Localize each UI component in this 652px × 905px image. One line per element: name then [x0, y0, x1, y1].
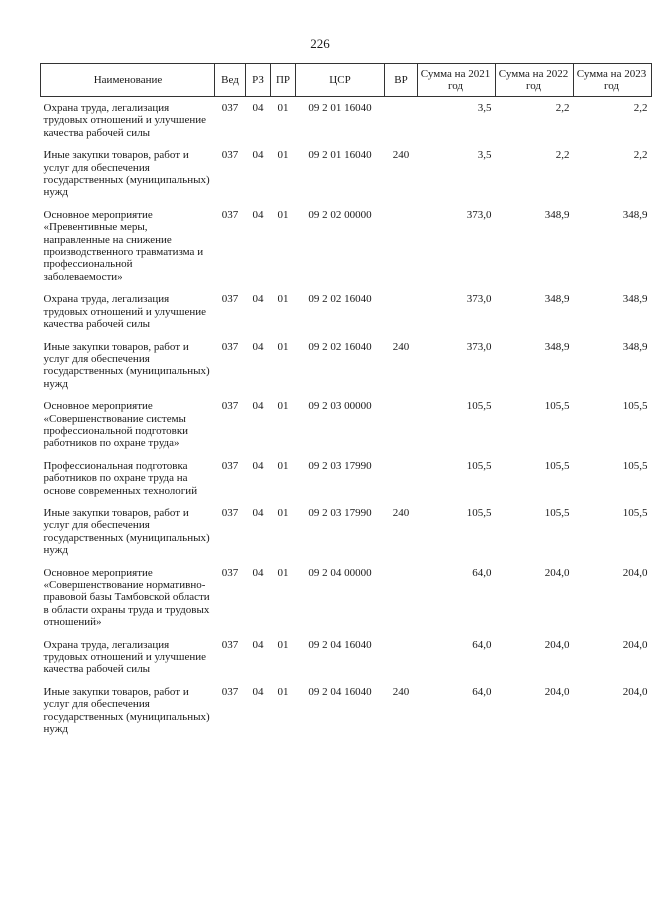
- cell-csr: 09 2 03 17990: [308, 506, 372, 519]
- cell-sum-2023: 105,5: [622, 459, 648, 472]
- cell-sum-2022: 348,9: [544, 293, 570, 306]
- cell-pr: 01: [277, 102, 289, 114]
- cell-csr: 09 2 04 00000: [308, 566, 372, 579]
- table-row: [41, 336, 652, 396]
- table-row: [41, 395, 652, 455]
- cell-csr: 09 2 03 17990: [308, 459, 372, 472]
- table-row: [41, 502, 652, 562]
- cell-sum-2023: 348,9: [622, 293, 648, 306]
- cell-sum-2023: 204,0: [622, 638, 648, 651]
- cell-sum-2023: 105,5: [622, 506, 648, 519]
- cell-sum-2021: 373,0: [466, 293, 492, 306]
- cell-csr: 09 2 04 16040: [308, 685, 372, 698]
- cell-vr: [385, 634, 418, 681]
- cell-name: Основное мероприятие «Превентивные меры, направленные на снижение производственного травматизма и профессиональной заболеваемости»: [43, 208, 204, 283]
- cell-ved: 037: [221, 566, 239, 579]
- cell-sum-2022: 105,5: [544, 400, 570, 413]
- header-sum-2021: Сумма на 2021 год: [418, 64, 496, 97]
- cell-csr: 09 2 01 16040: [308, 102, 372, 114]
- cell-vr: [385, 455, 418, 502]
- cell-vr: [385, 395, 418, 455]
- cell-ved: 037: [221, 340, 239, 353]
- cell-sum-2023: 348,9: [622, 340, 648, 353]
- cell-rz: 04: [252, 102, 264, 114]
- header-sum-2023: Сумма на 2023 год: [574, 64, 652, 97]
- header-name: Наименование: [41, 64, 215, 97]
- cell-pr: 01: [277, 149, 289, 162]
- cell-sum-2023: 348,9: [622, 208, 648, 221]
- cell-pr: 01: [277, 506, 289, 519]
- cell-csr: 09 2 03 00000: [308, 400, 372, 413]
- cell-rz: 04: [252, 685, 264, 698]
- cell-rz: 04: [252, 400, 264, 413]
- cell-sum-2021: 373,0: [466, 208, 492, 221]
- cell-rz: 04: [252, 293, 264, 306]
- cell-sum-2022: 204,0: [544, 685, 570, 698]
- cell-name: Профессиональная подготовка работников по охране труда на основе современных технологий: [43, 459, 198, 497]
- cell-rz: 04: [252, 638, 264, 651]
- cell-sum-2021: 64,0: [472, 566, 492, 579]
- cell-name: Иные закупки товаров, работ и услуг для обеспечения государственных (муниципальных) нужд: [43, 506, 210, 557]
- cell-vr: [385, 562, 418, 634]
- table-row: [41, 144, 652, 204]
- cell-csr: 09 2 02 16040: [308, 340, 372, 353]
- cell-csr: 09 2 02 16040: [308, 293, 372, 306]
- cell-sum-2021: 3,5: [477, 149, 492, 162]
- header-pr: ПР: [271, 64, 296, 97]
- header-rz: РЗ: [246, 64, 271, 97]
- cell-pr: 01: [277, 685, 289, 698]
- cell-name: Охрана труда, легализация трудовых отношений и улучшение качества рабочей силы: [43, 102, 207, 139]
- cell-sum-2022: 204,0: [544, 566, 570, 579]
- cell-rz: 04: [252, 149, 264, 162]
- cell-sum-2022: 2,2: [555, 102, 570, 114]
- table-row: [41, 455, 652, 502]
- cell-csr: 09 2 01 16040: [308, 149, 372, 162]
- budget-table: [40, 63, 652, 740]
- cell-vr: 240: [392, 506, 410, 519]
- cell-csr: 09 2 04 16040: [308, 638, 372, 651]
- cell-name: Иные закупки товаров, работ и услуг для обеспечения государственных (муниципальных) нужд: [43, 685, 210, 736]
- table-row: [41, 204, 652, 288]
- cell-sum-2021: 64,0: [472, 638, 492, 651]
- cell-sum-2023: 204,0: [622, 685, 648, 698]
- cell-ved: 037: [221, 638, 239, 651]
- cell-sum-2021: 105,5: [466, 400, 492, 413]
- table-row: [41, 681, 652, 741]
- cell-vr: 240: [392, 340, 410, 353]
- cell-name: Охрана труда, легализация трудовых отношений и улучшение качества рабочей силы: [43, 293, 207, 331]
- cell-sum-2023: 2,2: [633, 102, 648, 114]
- cell-pr: 01: [277, 400, 289, 413]
- header-ved: Вед: [215, 64, 246, 97]
- cell-pr: 01: [277, 459, 289, 472]
- cell-sum-2022: 105,5: [544, 459, 570, 472]
- cell-csr: 09 2 02 00000: [308, 208, 372, 221]
- header-sum-2022: Сумма на 2022 год: [496, 64, 574, 97]
- cell-sum-2021: 105,5: [466, 506, 492, 519]
- cell-ved: 037: [221, 400, 239, 413]
- cell-ved: 037: [221, 506, 239, 519]
- page-number: 226: [310, 36, 330, 51]
- cell-sum-2022: 348,9: [544, 208, 570, 221]
- cell-ved: 037: [221, 102, 239, 114]
- header-vr: ВР: [385, 64, 418, 97]
- cell-sum-2022: 2,2: [555, 149, 570, 162]
- cell-sum-2023: 2,2: [633, 149, 648, 162]
- cell-sum-2022: 204,0: [544, 638, 570, 651]
- table-body: [41, 97, 652, 741]
- cell-pr: 01: [277, 208, 289, 221]
- cell-sum-2021: 105,5: [466, 459, 492, 472]
- cell-sum-2021: 373,0: [466, 340, 492, 353]
- cell-vr: [385, 288, 418, 335]
- cell-sum-2022: 348,9: [544, 340, 570, 353]
- cell-rz: 04: [252, 208, 264, 221]
- cell-name: Иные закупки товаров, работ и услуг для обеспечения государственных (муниципальных) нужд: [43, 340, 210, 390]
- table-row: [41, 634, 652, 681]
- cell-pr: 01: [277, 566, 289, 579]
- cell-pr: 01: [277, 638, 289, 651]
- cell-ved: 037: [221, 208, 239, 221]
- cell-name: Основное мероприятие «Совершенствование системы профессиональной подготовки работников по охране труда»: [43, 400, 189, 450]
- cell-rz: 04: [252, 340, 264, 353]
- cell-ved: 037: [221, 149, 239, 162]
- cell-vr: 240: [392, 685, 410, 698]
- cell-sum-2021: 64,0: [472, 685, 492, 698]
- cell-sum-2023: 204,0: [622, 566, 648, 579]
- cell-sum-2022: 105,5: [544, 506, 570, 519]
- cell-vr: 240: [392, 149, 410, 162]
- cell-vr: [385, 204, 418, 288]
- cell-sum-2021: 3,5: [477, 102, 492, 114]
- cell-ved: 037: [221, 685, 239, 698]
- cell-name: Иные закупки товаров, работ и услуг для обеспечения государственных (муниципальных) нужд: [43, 149, 210, 199]
- cell-name: Основное мероприятие «Совершенствование нормативно-правовой базы Тамбовской области в области охраны труда и трудовых отношений»: [43, 566, 210, 629]
- cell-pr: 01: [277, 340, 289, 353]
- cell-sum-2023: 105,5: [622, 400, 648, 413]
- cell-ved: 037: [221, 293, 239, 306]
- cell-pr: 01: [277, 293, 289, 306]
- cell-rz: 04: [252, 506, 264, 519]
- cell-vr: [385, 97, 418, 145]
- table-row: [41, 97, 652, 145]
- table-header-row: [41, 64, 652, 97]
- cell-rz: 04: [252, 566, 264, 579]
- cell-rz: 04: [252, 459, 264, 472]
- cell-ved: 037: [221, 459, 239, 472]
- cell-name: Охрана труда, легализация трудовых отношений и улучшение качества рабочей силы: [43, 638, 207, 676]
- table-row: [41, 288, 652, 335]
- header-csr: ЦСР: [296, 64, 385, 97]
- table-row: [41, 562, 652, 634]
